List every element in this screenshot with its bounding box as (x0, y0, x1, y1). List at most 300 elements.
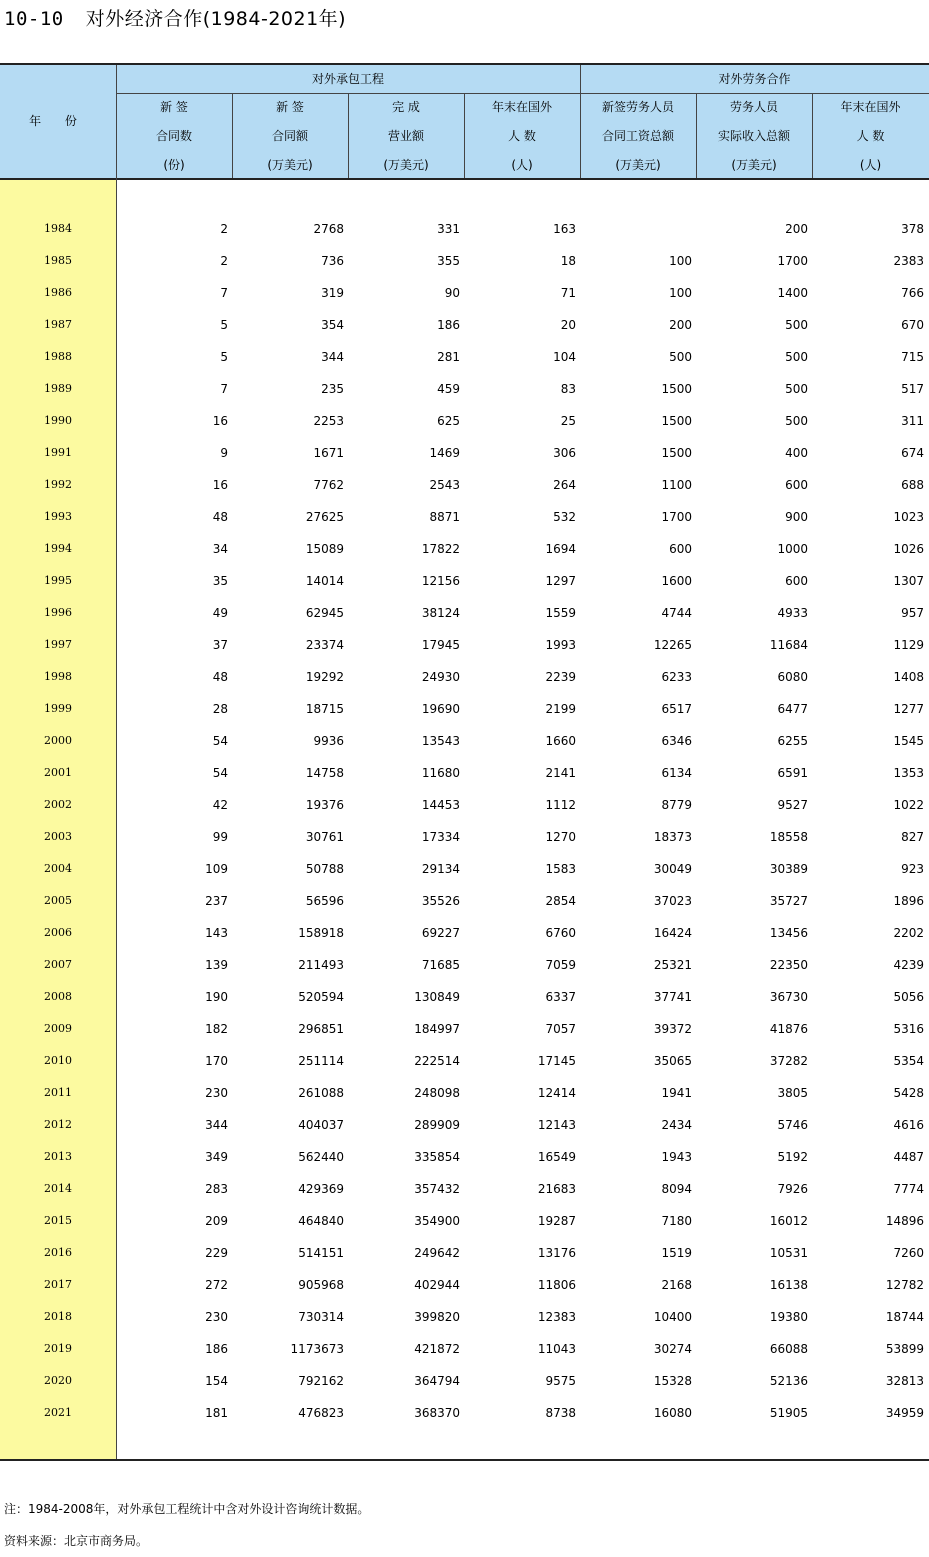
column-header-line: 年末在国外 (840, 100, 901, 114)
table-cell: 12782 (885, 1278, 924, 1292)
row-year: 2017 (44, 1278, 72, 1291)
table-row (0, 1397, 929, 1429)
column-header (696, 93, 812, 178)
row-year: 2018 (44, 1310, 72, 1323)
row-year: 2008 (44, 990, 72, 1003)
column-header-unit: (万美元) (267, 158, 313, 172)
table-row (0, 725, 929, 757)
column-header-line: 合同额 (271, 129, 308, 143)
table-cell: 6337 (545, 990, 576, 1004)
table-cell: 104 (553, 350, 576, 364)
table-cell: 10400 (653, 1310, 692, 1324)
table-row (0, 1045, 929, 1077)
table-cell: 30761 (305, 830, 344, 844)
row-year: 1994 (44, 542, 72, 555)
row-year: 1999 (44, 702, 72, 715)
row-year: 2016 (44, 1246, 72, 1259)
table-cell: 23374 (305, 638, 344, 652)
row-year: 1997 (44, 638, 72, 651)
table-cell: 35 (212, 574, 228, 588)
table-cell: 2543 (429, 478, 460, 492)
table-cell: 50788 (305, 862, 344, 876)
table-cell: 6591 (777, 766, 808, 780)
table-cell: 4487 (893, 1150, 924, 1164)
table-cell: 14453 (421, 798, 460, 812)
table-cell: 52136 (769, 1374, 808, 1388)
table-cell: 2199 (545, 702, 576, 716)
table-cell: 3805 (777, 1086, 808, 1100)
table-cell: 154 (205, 1374, 228, 1388)
table-cell: 54 (212, 734, 228, 748)
column-header (232, 93, 348, 178)
table-cell: 500 (669, 350, 692, 364)
table-cell: 1112 (545, 798, 576, 812)
table-cell: 9 (220, 446, 228, 460)
row-year: 2003 (44, 830, 72, 843)
table-cell: 500 (785, 414, 808, 428)
table-cell: 296851 (298, 1022, 344, 1036)
column-header-line: 劳务人员 (729, 100, 778, 114)
table-cell: 500 (785, 350, 808, 364)
table-row (0, 1141, 929, 1173)
table-cell: 53899 (885, 1342, 924, 1356)
table-row (0, 1301, 929, 1333)
table-cell: 9575 (545, 1374, 576, 1388)
table-cell: 100 (669, 286, 692, 300)
row-year: 2019 (44, 1342, 72, 1355)
table-cell: 1129 (893, 638, 924, 652)
table-number: 10-10 (4, 8, 64, 30)
table-cell: 30049 (653, 862, 692, 876)
table-cell: 500 (785, 318, 808, 332)
row-year: 1993 (44, 510, 72, 523)
row-year: 2002 (44, 798, 72, 811)
table-cell: 319 (321, 286, 344, 300)
table-cell: 24930 (421, 670, 460, 684)
row-year: 2006 (44, 926, 72, 939)
column-header-line: 合同工资总额 (601, 129, 674, 143)
column-header-line: 实际收入总额 (717, 129, 790, 143)
table-cell: 600 (785, 478, 808, 492)
table-cell: 400 (785, 446, 808, 460)
table-cell: 2 (220, 222, 228, 236)
table-cell: 184997 (414, 1022, 460, 1036)
table-row (0, 853, 929, 885)
table-cell: 5 (220, 318, 228, 332)
column-header-unit: (人) (859, 158, 882, 172)
table-row (0, 277, 929, 309)
row-year: 1984 (44, 222, 72, 235)
column-header-line: 年末在国外 (491, 100, 552, 114)
table-cell: 35727 (769, 894, 808, 908)
table-cell: 905968 (298, 1278, 344, 1292)
table-cell: 1173673 (290, 1342, 344, 1356)
column-header-unit: (万美元) (383, 158, 429, 172)
table-cell: 7059 (545, 958, 576, 972)
table-cell: 7260 (893, 1246, 924, 1260)
column-header-unit: (万美元) (731, 158, 777, 172)
table-cell: 186 (437, 318, 460, 332)
table-cell: 1400 (777, 286, 808, 300)
table-cell: 30389 (769, 862, 808, 876)
table-row (0, 469, 929, 501)
table-cell: 17822 (421, 542, 460, 556)
table-cell: 827 (901, 830, 924, 844)
data-table (0, 63, 929, 1461)
table-cell: 37 (212, 638, 228, 652)
table-cell: 6477 (777, 702, 808, 716)
table-cell: 674 (901, 446, 924, 460)
table-cell: 237 (205, 894, 228, 908)
table-cell: 235 (321, 382, 344, 396)
table-cell: 14758 (305, 766, 344, 780)
table-cell: 368370 (414, 1406, 460, 1420)
table-cell: 13543 (421, 734, 460, 748)
table-row (0, 373, 929, 405)
table-cell: 1000 (777, 542, 808, 556)
table-cell: 16 (212, 478, 228, 492)
table-row (0, 1013, 929, 1045)
table-cell: 2168 (661, 1278, 692, 1292)
table-cell: 600 (669, 542, 692, 556)
table-cell: 2768 (313, 222, 344, 236)
table-cell: 17945 (421, 638, 460, 652)
table-cell: 354900 (414, 1214, 460, 1228)
table-cell: 12265 (653, 638, 692, 652)
table-cell: 6255 (777, 734, 808, 748)
table-row (0, 981, 929, 1013)
table-cell: 18715 (305, 702, 344, 716)
table-cell: 19380 (769, 1310, 808, 1324)
table-row (0, 213, 929, 245)
table-cell: 6134 (661, 766, 692, 780)
table-cell: 17145 (537, 1054, 576, 1068)
row-year: 2000 (44, 734, 72, 747)
table-title: 对外经济合作(1984-2021年) (85, 8, 347, 30)
table-cell: 2854 (545, 894, 576, 908)
table-cell: 12143 (537, 1118, 576, 1132)
table-cell: 357432 (414, 1182, 460, 1196)
table-cell: 1943 (661, 1150, 692, 1164)
table-cell: 404037 (298, 1118, 344, 1132)
column-header-line: 合同数 (155, 129, 192, 143)
table-cell: 1307 (893, 574, 924, 588)
table-cell: 261088 (298, 1086, 344, 1100)
table-cell: 1023 (893, 510, 924, 524)
table-cell: 4616 (893, 1118, 924, 1132)
table-cell: 429369 (298, 1182, 344, 1196)
table-cell: 399820 (414, 1310, 460, 1324)
row-year: 1985 (44, 254, 72, 267)
table-cell: 1408 (893, 670, 924, 684)
table-row (0, 789, 929, 821)
table-cell: 16012 (769, 1214, 808, 1228)
group-header-labor: 对外劳务合作 (718, 72, 791, 86)
row-year: 2012 (44, 1118, 72, 1131)
table-cell: 143 (205, 926, 228, 940)
table-cell: 2202 (893, 926, 924, 940)
table-cell: 163 (553, 222, 576, 236)
row-year: 2021 (44, 1406, 72, 1419)
table-cell: 500 (785, 382, 808, 396)
table-cell: 4933 (777, 606, 808, 620)
table-cell: 335854 (414, 1150, 460, 1164)
column-header-line: 新 签 (276, 100, 304, 114)
table-cell: 13176 (537, 1246, 576, 1260)
table-cell: 18558 (769, 830, 808, 844)
table-cell: 281 (437, 350, 460, 364)
table-cell: 1993 (545, 638, 576, 652)
table-cell: 355 (437, 254, 460, 268)
table-cell: 1700 (661, 510, 692, 524)
table-bottom-rule (0, 1459, 929, 1461)
table-cell: 10531 (769, 1246, 808, 1260)
table-cell: 14014 (305, 574, 344, 588)
table-cell: 5 (220, 350, 228, 364)
table-cell: 15328 (653, 1374, 692, 1388)
table-cell: 1277 (893, 702, 924, 716)
table-cell: 5354 (893, 1054, 924, 1068)
table-cell: 19287 (537, 1214, 576, 1228)
table-cell: 190 (205, 990, 228, 1004)
column-header (580, 93, 696, 178)
column-header-unit: (万美元) (615, 158, 661, 172)
table-cell: 364794 (414, 1374, 460, 1388)
table-cell: 670 (901, 318, 924, 332)
table-cell: 1896 (893, 894, 924, 908)
table-cell: 42 (212, 798, 228, 812)
table-cell: 25321 (653, 958, 692, 972)
table-cell: 4239 (893, 958, 924, 972)
table-cell: 8094 (661, 1182, 692, 1196)
table-cell: 34 (212, 542, 228, 556)
table-cell: 22350 (769, 958, 808, 972)
table-body (0, 213, 929, 1429)
table-row (0, 341, 929, 373)
row-year: 2020 (44, 1374, 72, 1387)
table-cell: 18744 (885, 1310, 924, 1324)
table-row (0, 245, 929, 277)
table-cell: 18373 (653, 830, 692, 844)
table-cell: 32813 (885, 1374, 924, 1388)
column-header (464, 93, 580, 178)
table-cell: 200 (669, 318, 692, 332)
table-cell: 248098 (414, 1086, 460, 1100)
column-header-unit: (人) (511, 158, 533, 172)
table-cell: 736 (321, 254, 344, 268)
row-year: 2015 (44, 1214, 72, 1227)
table-cell: 209 (205, 1214, 228, 1228)
table-cell: 11680 (421, 766, 460, 780)
row-year: 2013 (44, 1150, 72, 1163)
table-cell: 182 (205, 1022, 228, 1036)
table-cell: 354 (321, 318, 344, 332)
table-cell: 181 (205, 1406, 228, 1420)
row-year: 1998 (44, 670, 72, 683)
column-header (348, 93, 464, 178)
table-cell: 8738 (545, 1406, 576, 1420)
table-row (0, 1365, 929, 1397)
table-cell: 2253 (313, 414, 344, 428)
table-cell: 66088 (769, 1342, 808, 1356)
table-row (0, 437, 929, 469)
table-cell: 35526 (421, 894, 460, 908)
table-cell: 16 (212, 414, 228, 428)
table-cell: 7926 (777, 1182, 808, 1196)
table-row (0, 1237, 929, 1269)
row-year: 1987 (44, 318, 72, 331)
table-row (0, 501, 929, 533)
table-cell: 71685 (421, 958, 460, 972)
table-cell: 1270 (545, 830, 576, 844)
table-cell: 16424 (653, 926, 692, 940)
table-cell: 28 (212, 702, 228, 716)
table-cell: 130849 (414, 990, 460, 1004)
table-cell: 19376 (305, 798, 344, 812)
table-cell: 90 (444, 286, 460, 300)
table-cell: 1519 (661, 1246, 692, 1260)
table-row (0, 597, 929, 629)
table-cell: 39372 (653, 1022, 692, 1036)
table-cell: 12414 (537, 1086, 576, 1100)
table-cell: 11043 (537, 1342, 576, 1356)
table-cell: 170 (205, 1054, 228, 1068)
table-row (0, 629, 929, 661)
table-cell: 109 (205, 862, 228, 876)
table-row (0, 1173, 929, 1205)
table-cell: 8871 (429, 510, 460, 524)
table-row (0, 309, 929, 341)
table-cell: 11684 (769, 638, 808, 652)
table-cell: 14896 (885, 1214, 924, 1228)
table-cell: 1353 (893, 766, 924, 780)
table-cell: 222514 (414, 1054, 460, 1068)
table-row (0, 565, 929, 597)
table-cell: 730314 (298, 1310, 344, 1324)
column-header-line: 新签劳务人员 (601, 100, 674, 114)
table-cell: 251114 (298, 1054, 344, 1068)
table-cell: 19292 (305, 670, 344, 684)
table-cell: 38124 (421, 606, 460, 620)
row-year: 1988 (44, 350, 72, 363)
table-cell: 21683 (537, 1182, 576, 1196)
table-cell: 272 (205, 1278, 228, 1292)
table-cell: 5192 (777, 1150, 808, 1164)
table-cell: 30274 (653, 1342, 692, 1356)
table-cell: 1026 (893, 542, 924, 556)
table-cell: 1500 (661, 446, 692, 460)
table-cell: 200 (785, 222, 808, 236)
table-cell: 16549 (537, 1150, 576, 1164)
column-header (116, 93, 232, 178)
footnote: 注：1984-2008年，对外承包工程统计中含对外设计咨询统计数据。 (4, 1502, 370, 1516)
table-cell: 7057 (545, 1022, 576, 1036)
table-cell: 13456 (769, 926, 808, 940)
table-row (0, 949, 929, 981)
table-cell: 2239 (545, 670, 576, 684)
table-cell: 2 (220, 254, 228, 268)
table-cell: 18 (560, 254, 576, 268)
table-cell: 1022 (893, 798, 924, 812)
column-header-line: 人 数 (856, 129, 885, 143)
table-cell: 12156 (421, 574, 460, 588)
table-cell: 34959 (885, 1406, 924, 1420)
table-cell: 6760 (545, 926, 576, 940)
table-cell: 378 (901, 222, 924, 236)
table-cell: 229 (205, 1246, 228, 1260)
table-row (0, 405, 929, 437)
row-year: 1996 (44, 606, 72, 619)
table-cell: 100 (669, 254, 692, 268)
table-cell: 1671 (313, 446, 344, 460)
table-cell: 331 (437, 222, 460, 236)
table-cell: 15089 (305, 542, 344, 556)
table-cell: 69227 (421, 926, 460, 940)
table-cell: 688 (901, 478, 924, 492)
table-cell: 62945 (305, 606, 344, 620)
table-cell: 5056 (893, 990, 924, 1004)
table-cell: 5428 (893, 1086, 924, 1100)
table-cell: 6346 (661, 734, 692, 748)
table-row (0, 757, 929, 789)
table-cell: 83 (560, 382, 576, 396)
table-row (0, 917, 929, 949)
column-header-line: 新 签 (160, 100, 188, 114)
table-cell: 923 (901, 862, 924, 876)
row-year: 2004 (44, 862, 72, 875)
table-cell: 6233 (661, 670, 692, 684)
table-cell: 900 (785, 510, 808, 524)
table-cell: 562440 (298, 1150, 344, 1164)
table-cell: 289909 (414, 1118, 460, 1132)
row-year: 2010 (44, 1054, 72, 1067)
table-cell: 230 (205, 1310, 228, 1324)
row-year: 2005 (44, 894, 72, 907)
table-cell (582, 213, 692, 245)
table-cell: 476823 (298, 1406, 344, 1420)
table-cell: 36730 (769, 990, 808, 1004)
page-title (4, 6, 346, 32)
table-cell: 6517 (661, 702, 692, 716)
table-cell: 264 (553, 478, 576, 492)
table-cell: 48 (212, 510, 228, 524)
row-year: 1990 (44, 414, 72, 427)
table-cell: 9936 (313, 734, 344, 748)
table-cell: 7762 (313, 478, 344, 492)
table-cell: 20 (560, 318, 576, 332)
table-cell: 1559 (545, 606, 576, 620)
source-note: 资料来源：北京市商务局。 (4, 1534, 149, 1548)
table-cell: 311 (901, 414, 924, 428)
table-cell: 766 (901, 286, 924, 300)
table-cell: 99 (212, 830, 228, 844)
table-row (0, 1269, 929, 1301)
table-cell: 16138 (769, 1278, 808, 1292)
table-row (0, 1109, 929, 1141)
table-cell: 37282 (769, 1054, 808, 1068)
table-cell: 186 (205, 1342, 228, 1356)
table-cell: 1469 (429, 446, 460, 460)
table-cell: 48 (212, 670, 228, 684)
table-cell: 9527 (777, 798, 808, 812)
row-year: 1992 (44, 478, 72, 491)
table-cell: 715 (901, 350, 924, 364)
table-cell: 349 (205, 1150, 228, 1164)
table-cell: 7 (220, 286, 228, 300)
table-cell: 17334 (421, 830, 460, 844)
table-cell: 7 (220, 382, 228, 396)
row-year: 2014 (44, 1182, 72, 1195)
